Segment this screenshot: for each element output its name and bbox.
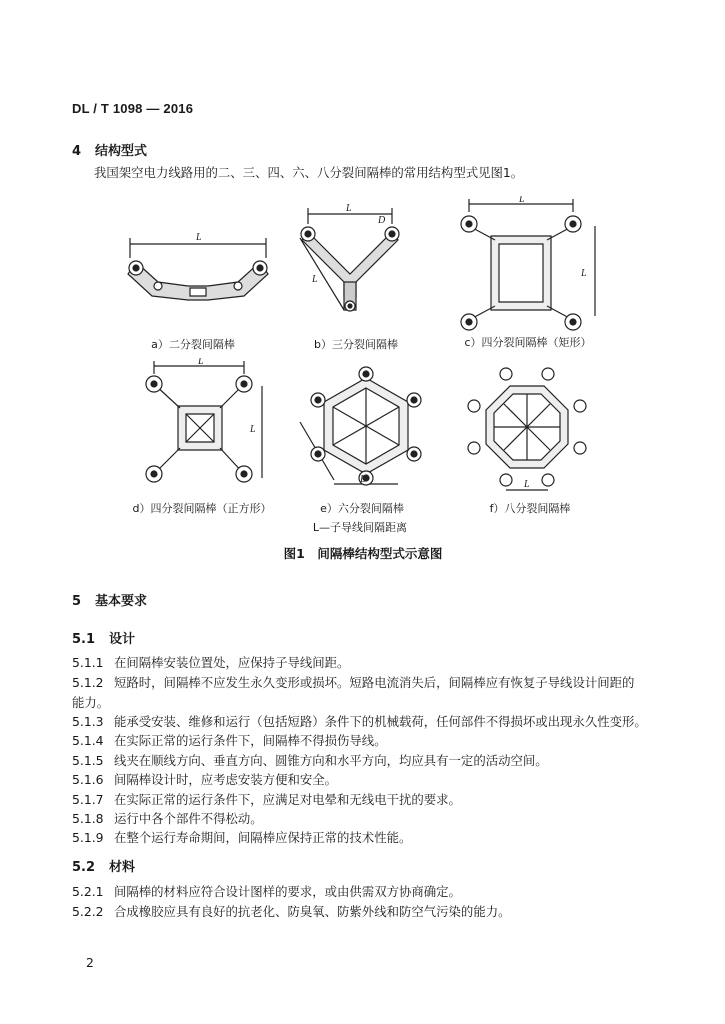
caption-a: a）二分裂间隔棒 [151,338,235,351]
clause-5-1-6: 5.1.6 间隔棒设计时，应考虑安装方便和安全。 [72,772,338,787]
section-4-title: 结构型式 [95,144,148,159]
section-4-heading [72,140,147,159]
section-5-heading [72,590,147,609]
figure-a-dim-label: L [196,232,202,243]
section-5-2-title: 材料 [109,860,136,875]
figure-f-eight-bundle-diagram [462,362,592,492]
figure-a-two-bundle-diagram [118,222,278,312]
clause-5-2-1: 5.2.1 间隔棒的材料应符合设计图样的要求，或由供需双方协商确定。 [72,884,461,899]
page-number: 2 [86,955,94,970]
figure-e-dim-label: L [360,474,366,485]
figure-note: L—子导线间隔距离 [312,521,408,534]
section-4-number: 4 [72,144,82,159]
figure-b-side-label: L [312,274,318,285]
figure-d-four-bundle-square-diagram [138,358,268,493]
clause-5-1-2-cont: 能力。 [72,695,110,710]
figure-d-width-label: L [198,358,204,367]
standard-header: DL / T 1098 — 2016 [72,101,194,116]
clause-5-1-5: 5.1.5 线夹在顺线方向、垂直方向、圆锥方向和水平方向，均应具有一定的活动空间。 [72,753,548,768]
clause-5-1-4: 5.1.4 在实际正常的运行条件下，间隔棒不得损伤导线。 [72,733,387,748]
figure-b-dim-label: L [346,203,352,214]
clause-5-1-8: 5.1.8 运行中各个部件不得松动。 [72,811,263,826]
caption-d: d）四分裂间隔棒（正方形） [132,502,272,515]
figure-c-width-label: L [519,196,525,205]
clause-5-1-7: 5.1.7 在实际正常的运行条件下，应满足对电晕和无线电干扰的要求。 [72,792,461,807]
figure-e-six-bundle-diagram [296,362,436,492]
clause-5-1-1: 5.1.1 在间隔棒安装位置处，应保持子导线间距。 [72,655,350,670]
figure-b-diameter-label: D [378,215,386,226]
section-5-1-number: 5.1 [72,632,96,647]
section-5-2-heading [72,856,135,875]
clause-5-2-2: 5.2.2 合成橡胶应具有良好的抗老化、防臭氧、防紫外线和防空气污染的能力。 [72,904,511,919]
figure-f-dim-label: L [524,479,530,490]
caption-c: c）四分裂间隔棒（矩形） [464,336,592,349]
caption-f: f）八分裂间隔棒 [489,502,571,515]
clause-5-1-3: 5.1.3 能承受安装、维修和运行（包括短路）条件下的机械载荷，任何部件不得损坏或出现永久性变形。 [72,714,647,729]
section-4-intro: 我国架空电力线路用的二、三、四、六、八分裂间隔棒的常用结构型式见图1。 [94,165,524,180]
figure-b-three-bundle-diagram [292,200,412,320]
figure-title: 图1 间隔棒结构型式示意图 [283,546,443,561]
section-5-1-title: 设计 [109,632,136,647]
caption-e: e）六分裂间隔棒 [320,502,404,515]
section-5-1-heading [72,628,135,647]
caption-b: b）三分裂间隔棒 [314,338,398,351]
section-5-title: 基本要求 [95,594,148,609]
figure-c-height-label: L [581,268,587,279]
section-5-number: 5 [72,594,82,609]
clause-5-1-9: 5.1.9 在整个运行寿命期间，间隔棒应保持正常的技术性能。 [72,830,412,845]
figure-d-height-label: L [250,424,256,435]
section-5-2-number: 5.2 [72,860,96,875]
clause-5-1-2: 5.1.2 短路时，间隔棒不应发生永久变形或损坏。短路电流消失后，间隔棒应有恢复子导线设计间距的 [72,675,635,690]
figure-c-four-bundle-rect-diagram [455,196,605,336]
